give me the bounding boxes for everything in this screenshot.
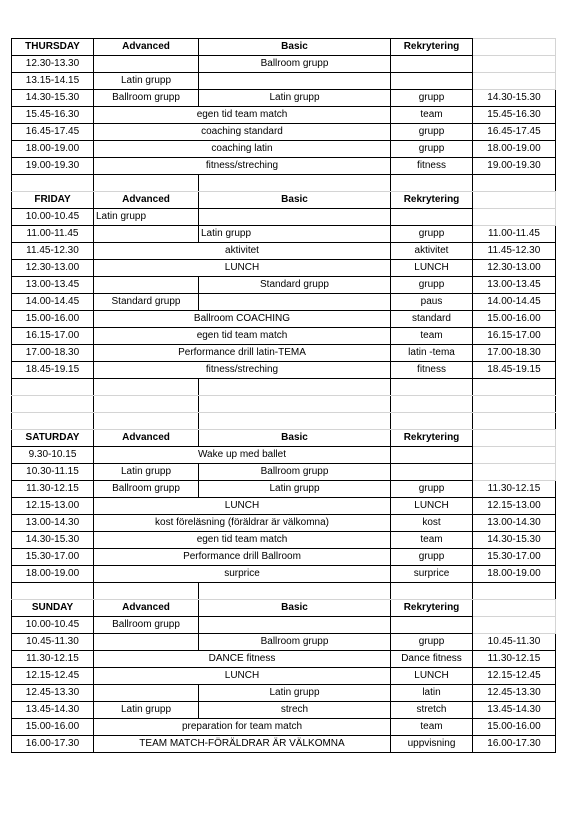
repeat-time-cell: 15.30-17.00: [473, 549, 556, 566]
rekrytering-cell: fitness: [391, 158, 473, 175]
empty-cell: [94, 175, 199, 192]
empty-cell: [199, 73, 391, 90]
repeat-time-cell: 15.00-16.00: [473, 311, 556, 328]
advanced-header: Advanced: [94, 192, 199, 209]
schedule-row: [12, 73, 556, 90]
schedule-row: [12, 107, 556, 124]
activity-cell: Latin grupp: [199, 685, 391, 702]
time-cell: 14.30-15.30: [12, 90, 94, 107]
schedule-row: [12, 90, 556, 107]
rekrytering-cell: aktivitet: [391, 243, 473, 260]
empty-cell: [473, 396, 556, 413]
day-label: SATURDAY: [12, 430, 94, 447]
basic-header: Basic: [199, 430, 391, 447]
activity-cell: Ballroom COACHING: [94, 311, 391, 328]
empty-cell: [473, 464, 556, 481]
time-cell: 14.30-15.30: [12, 532, 94, 549]
activity-cell: Ballroom grupp: [199, 56, 391, 73]
schedule-row: [12, 668, 556, 685]
rekrytering-cell: fitness: [391, 362, 473, 379]
empty-cell: [199, 379, 391, 396]
repeat-time-cell: 18.45-19.15: [473, 362, 556, 379]
schedule-row: [12, 345, 556, 362]
schedule-row: [12, 736, 556, 753]
repeat-time-cell: 14.30-15.30: [473, 532, 556, 549]
repeat-time-cell: 11.30-12.15: [473, 481, 556, 498]
empty-cell: [473, 73, 556, 90]
empty-cell: [94, 379, 199, 396]
activity-cell: aktivitet: [94, 243, 391, 260]
spacer-row: [12, 413, 556, 430]
empty-cell: [94, 56, 199, 73]
time-cell: 13.00-13.45: [12, 277, 94, 294]
empty-cell: [199, 583, 391, 600]
day-header-row: [12, 39, 556, 56]
empty-cell: [94, 634, 199, 651]
time-cell: 11.00-11.45: [12, 226, 94, 243]
schedule-row: [12, 243, 556, 260]
schedule-row: [12, 141, 556, 158]
time-cell: 11.45-12.30: [12, 243, 94, 260]
day-header-row: [12, 600, 556, 617]
empty-cell: [391, 209, 473, 226]
activity-cell: kost föreläsning (föräldrar är välkomna): [94, 515, 391, 532]
schedule-row: [12, 685, 556, 702]
repeat-time-cell: 11.30-12.15: [473, 651, 556, 668]
activity-cell: Ballroom grupp: [94, 90, 199, 107]
schedule-row: [12, 124, 556, 141]
activity-cell: fitness/streching: [94, 362, 391, 379]
rekrytering-cell: LUNCH: [391, 668, 473, 685]
time-cell: 18.45-19.15: [12, 362, 94, 379]
repeat-time-cell: 18.00-19.00: [473, 566, 556, 583]
time-cell: 12.30-13.00: [12, 260, 94, 277]
rekrytering-cell: grupp: [391, 277, 473, 294]
repeat-time-cell: 16.00-17.30: [473, 736, 556, 753]
time-cell: 16.00-17.30: [12, 736, 94, 753]
empty-cell: [391, 396, 473, 413]
time-cell: 12.30-13.30: [12, 56, 94, 73]
empty-cell: [391, 73, 473, 90]
advanced-header: Advanced: [94, 600, 199, 617]
day-label: THURSDAY: [12, 39, 94, 56]
time-cell: 12.15-12.45: [12, 668, 94, 685]
schedule-row: [12, 515, 556, 532]
empty-cell: [473, 617, 556, 634]
schedule-row: [12, 226, 556, 243]
empty-cell: [12, 175, 94, 192]
time-cell: 15.30-17.00: [12, 549, 94, 566]
schedule-row: [12, 651, 556, 668]
repeat-time-cell: 16.15-17.00: [473, 328, 556, 345]
rekrytering-cell: team: [391, 328, 473, 345]
time-cell: 11.30-12.15: [12, 481, 94, 498]
activity-cell: surprice: [94, 566, 391, 583]
time-cell: 17.00-18.30: [12, 345, 94, 362]
time-cell: 12.45-13.30: [12, 685, 94, 702]
empty-cell: [391, 56, 473, 73]
schedule-row: [12, 56, 556, 73]
activity-cell: Performance drill latin-TEMA: [94, 345, 391, 362]
repeat-time-cell: 12.45-13.30: [473, 685, 556, 702]
schedule-row: [12, 481, 556, 498]
time-cell: 14.00-14.45: [12, 294, 94, 311]
repeat-time-cell: 17.00-18.30: [473, 345, 556, 362]
activity-cell: egen tid team match: [94, 532, 391, 549]
schedule-row: [12, 464, 556, 481]
rekrytering-cell: grupp: [391, 481, 473, 498]
activity-cell: Performance drill Ballroom: [94, 549, 391, 566]
day-label: FRIDAY: [12, 192, 94, 209]
rekrytering-cell: LUNCH: [391, 498, 473, 515]
schedule-row: [12, 719, 556, 736]
time-cell: 13.00-14.30: [12, 515, 94, 532]
rekrytering-cell: grupp: [391, 549, 473, 566]
rekrytering-cell: kost: [391, 515, 473, 532]
activity-cell: egen tid team match: [94, 107, 391, 124]
rekrytering-header: Rekrytering: [391, 600, 473, 617]
day-header-row: [12, 192, 556, 209]
empty-cell: [473, 413, 556, 430]
time-cell: 15.00-16.00: [12, 719, 94, 736]
rekrytering-cell: standard: [391, 311, 473, 328]
empty-cell: [94, 277, 199, 294]
schedule-row: [12, 702, 556, 719]
empty-cell: [12, 396, 94, 413]
activity-cell: coaching standard: [94, 124, 391, 141]
empty-cell: [199, 617, 391, 634]
empty-cell: [199, 413, 391, 430]
time-cell: 13.45-14.30: [12, 702, 94, 719]
empty-cell: [12, 413, 94, 430]
schedule-row: [12, 158, 556, 175]
empty-cell: [199, 396, 391, 413]
schedule-row: [12, 532, 556, 549]
empty-cell: [473, 56, 556, 73]
activity-cell: Latin grupp: [199, 226, 391, 243]
schedule-sheet: [11, 38, 555, 753]
empty-cell: [473, 430, 556, 447]
schedule-row: [12, 328, 556, 345]
time-cell: 12.15-13.00: [12, 498, 94, 515]
basic-header: Basic: [199, 39, 391, 56]
activity-cell: Ballroom grupp: [199, 634, 391, 651]
rekrytering-cell: grupp: [391, 124, 473, 141]
activity-cell: LUNCH: [94, 260, 391, 277]
rekrytering-header: Rekrytering: [391, 39, 473, 56]
rekrytering-cell: paus: [391, 294, 473, 311]
empty-cell: [199, 294, 391, 311]
rekrytering-cell: team: [391, 532, 473, 549]
activity-cell: DANCE fitness: [94, 651, 391, 668]
rekrytering-cell: latin: [391, 685, 473, 702]
repeat-time-cell: 15.45-16.30: [473, 107, 556, 124]
time-cell: 13.15-14.15: [12, 73, 94, 90]
empty-cell: [94, 226, 199, 243]
spacer-row: [12, 396, 556, 413]
schedule-row: [12, 566, 556, 583]
activity-cell: Latin grupp: [199, 481, 391, 498]
rekrytering-cell: latin -tema: [391, 345, 473, 362]
rekrytering-cell: team: [391, 107, 473, 124]
spacer-row: [12, 175, 556, 192]
rekrytering-cell: surprice: [391, 566, 473, 583]
empty-cell: [12, 379, 94, 396]
activity-cell: coaching latin: [94, 141, 391, 158]
empty-cell: [473, 209, 556, 226]
basic-header: Basic: [199, 600, 391, 617]
empty-cell: [94, 583, 199, 600]
activity-cell: Standard grupp: [94, 294, 199, 311]
schedule-row: [12, 294, 556, 311]
empty-cell: [473, 192, 556, 209]
rekrytering-header: Rekrytering: [391, 430, 473, 447]
empty-cell: [473, 379, 556, 396]
activity-cell: Ballroom grupp: [199, 464, 391, 481]
activity-cell: egen tid team match: [94, 328, 391, 345]
repeat-time-cell: 13.00-14.30: [473, 515, 556, 532]
schedule-row: [12, 362, 556, 379]
schedule-row: [12, 617, 556, 634]
spacer-row: [12, 379, 556, 396]
repeat-time-cell: 14.30-15.30: [473, 90, 556, 107]
spacer-row: [12, 583, 556, 600]
empty-cell: [391, 583, 473, 600]
time-cell: 15.00-16.00: [12, 311, 94, 328]
time-cell: 11.30-12.15: [12, 651, 94, 668]
activity-cell: Wake up med ballet: [94, 447, 391, 464]
empty-cell: [473, 39, 556, 56]
repeat-time-cell: 12.30-13.00: [473, 260, 556, 277]
schedule-row: [12, 447, 556, 464]
activity-cell: Ballroom grupp: [94, 617, 199, 634]
activity-cell: Latin grupp: [94, 73, 199, 90]
basic-header: Basic: [199, 192, 391, 209]
repeat-time-cell: 15.00-16.00: [473, 719, 556, 736]
empty-cell: [12, 583, 94, 600]
time-cell: 16.15-17.00: [12, 328, 94, 345]
repeat-time-cell: 18.00-19.00: [473, 141, 556, 158]
time-cell: 19.00-19.30: [12, 158, 94, 175]
rekrytering-cell: LUNCH: [391, 260, 473, 277]
empty-cell: [94, 685, 199, 702]
day-label: SUNDAY: [12, 600, 94, 617]
time-cell: 10.00-10.45: [12, 617, 94, 634]
schedule-table: [11, 38, 556, 753]
empty-cell: [391, 447, 473, 464]
empty-cell: [391, 464, 473, 481]
repeat-time-cell: 14.00-14.45: [473, 294, 556, 311]
rekrytering-cell: team: [391, 719, 473, 736]
activity-cell: Latin grupp: [199, 90, 391, 107]
time-cell: 15.45-16.30: [12, 107, 94, 124]
schedule-body: [12, 39, 556, 753]
schedule-row: [12, 209, 556, 226]
activity-cell: strech: [199, 702, 391, 719]
activity-cell: fitness/streching: [94, 158, 391, 175]
repeat-time-cell: 10.45-11.30: [473, 634, 556, 651]
repeat-time-cell: 12.15-13.00: [473, 498, 556, 515]
schedule-row: [12, 498, 556, 515]
repeat-time-cell: 16.45-17.45: [473, 124, 556, 141]
activity-cell: Ballroom grupp: [94, 481, 199, 498]
empty-cell: [94, 396, 199, 413]
rekrytering-cell: Dance fitness: [391, 651, 473, 668]
repeat-time-cell: 11.00-11.45: [473, 226, 556, 243]
repeat-time-cell: 13.00-13.45: [473, 277, 556, 294]
advanced-header: Advanced: [94, 430, 199, 447]
empty-cell: [473, 175, 556, 192]
advanced-header: Advanced: [94, 39, 199, 56]
activity-cell: Standard grupp: [199, 277, 391, 294]
schedule-row: [12, 549, 556, 566]
rekrytering-cell: grupp: [391, 90, 473, 107]
rekrytering-cell: grupp: [391, 634, 473, 651]
empty-cell: [473, 600, 556, 617]
time-cell: 10.30-11.15: [12, 464, 94, 481]
activity-cell: Latin grupp: [94, 209, 199, 226]
rekrytering-cell: stretch: [391, 702, 473, 719]
empty-cell: [473, 447, 556, 464]
schedule-row: [12, 311, 556, 328]
empty-cell: [199, 175, 391, 192]
time-cell: 18.00-19.00: [12, 141, 94, 158]
time-cell: 16.45-17.45: [12, 124, 94, 141]
repeat-time-cell: 13.45-14.30: [473, 702, 556, 719]
repeat-time-cell: 12.15-12.45: [473, 668, 556, 685]
activity-cell: TEAM MATCH-FÖRÄLDRAR ÄR VÄLKOMNA: [94, 736, 391, 753]
schedule-row: [12, 277, 556, 294]
rekrytering-cell: grupp: [391, 141, 473, 158]
rekrytering-header: Rekrytering: [391, 192, 473, 209]
empty-cell: [391, 413, 473, 430]
empty-cell: [473, 583, 556, 600]
empty-cell: [391, 379, 473, 396]
activity-cell: preparation for team match: [94, 719, 391, 736]
empty-cell: [391, 175, 473, 192]
time-cell: 18.00-19.00: [12, 566, 94, 583]
empty-cell: [199, 209, 391, 226]
empty-cell: [94, 413, 199, 430]
activity-cell: Latin grupp: [94, 464, 199, 481]
rekrytering-cell: uppvisning: [391, 736, 473, 753]
day-header-row: [12, 430, 556, 447]
empty-cell: [391, 617, 473, 634]
activity-cell: LUNCH: [94, 498, 391, 515]
activity-cell: LUNCH: [94, 668, 391, 685]
schedule-row: [12, 634, 556, 651]
activity-cell: Latin grupp: [94, 702, 199, 719]
repeat-time-cell: 11.45-12.30: [473, 243, 556, 260]
rekrytering-cell: grupp: [391, 226, 473, 243]
repeat-time-cell: 19.00-19.30: [473, 158, 556, 175]
schedule-row: [12, 260, 556, 277]
time-cell: 9.30-10.15: [12, 447, 94, 464]
time-cell: 10.45-11.30: [12, 634, 94, 651]
time-cell: 10.00-10.45: [12, 209, 94, 226]
